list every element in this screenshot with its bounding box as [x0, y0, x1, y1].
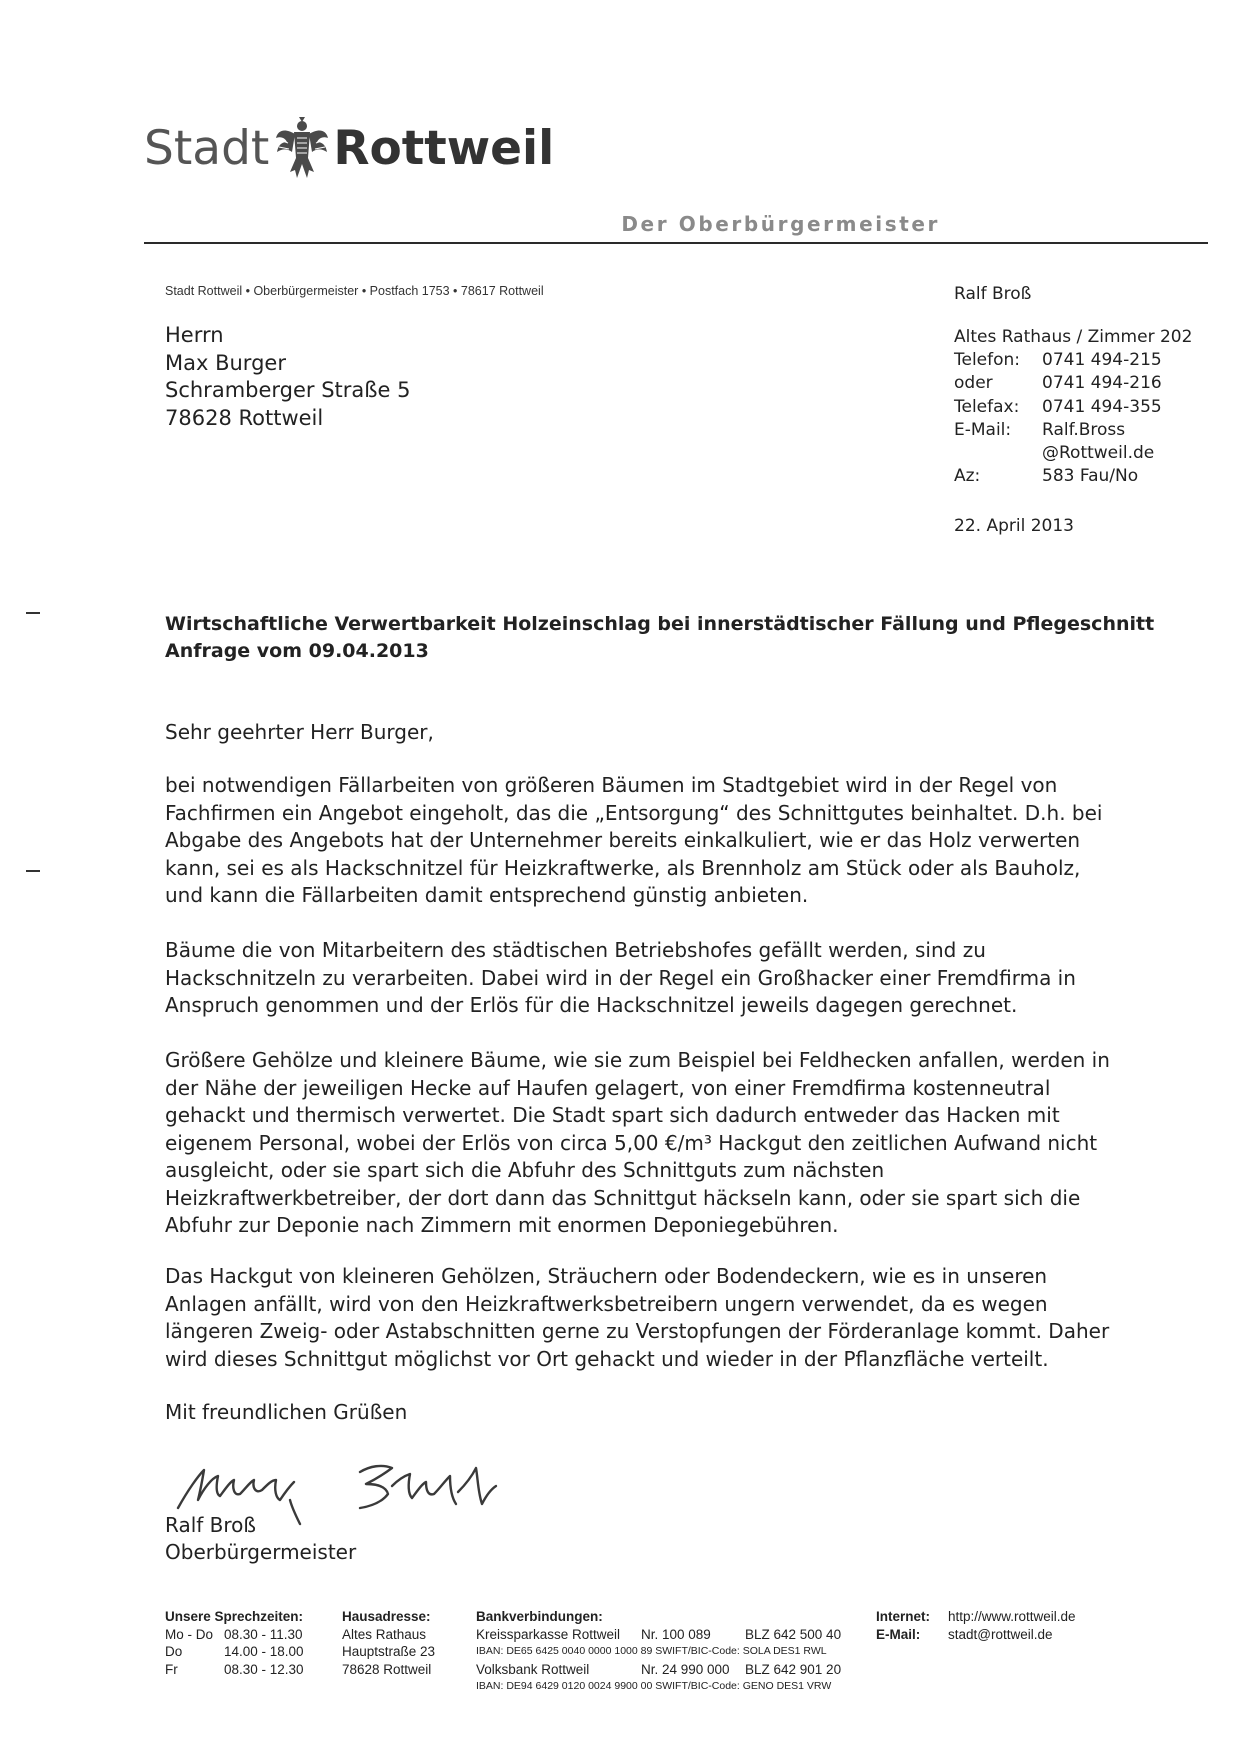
body-line: Größere Gehölze und kleinere Bäume, wie sie zum Beispiel bei Feldhecken anfallen, werden in — [165, 1048, 1110, 1072]
eagle-crest-icon — [275, 116, 329, 180]
subject-line: Anfrage vom 09.04.2013 — [165, 640, 429, 662]
hours-time: 08.30 - 11.30 — [224, 1626, 303, 1642]
contact-row — [954, 419, 1192, 442]
contact-label: Az: — [954, 466, 981, 487]
footer-web-contact — [876, 1608, 1076, 1643]
header-rule — [144, 242, 1208, 244]
bank-row — [476, 1626, 841, 1644]
contact-name: Ralf Broß — [954, 284, 1032, 304]
bank-row — [476, 1661, 841, 1679]
letterhead-logo — [144, 118, 554, 178]
bank-iban: IBAN: DE65 6425 0040 0000 1000 89 SWIFT/BIC-Code: SOLA DES1 RWL — [476, 1645, 827, 1657]
footer-heading: Bankverbindungen: — [476, 1609, 603, 1624]
hours-day: Do — [165, 1644, 183, 1659]
footer-heading: Hausadresse: — [342, 1609, 431, 1624]
logo-text-rottweil: Rottweil — [333, 120, 555, 176]
office-title: Der Oberbürgermeister — [621, 212, 940, 236]
bank-account-number: Nr. 100 089 — [641, 1626, 711, 1642]
contact-value: @Rottweil.de — [1042, 443, 1155, 464]
bank-code: BLZ 642 500 40 — [745, 1626, 842, 1642]
recipient-line: Schramberger Straße 5 — [165, 378, 411, 402]
fold-mark — [26, 612, 40, 614]
recipient-line: Max Burger — [165, 350, 286, 375]
body-line: ausgleicht, oder sie spart sich die Abfuhr des Schnittguts zum nächsten — [165, 1158, 885, 1182]
hours-day: Fr — [165, 1661, 178, 1677]
bank-iban: IBAN: DE94 6429 0120 0024 9900 00 SWIFT/BIC-Code: GENO DES1 VRW — [476, 1680, 832, 1692]
body-line: Das Hackgut von kleineren Gehölzen, Sträuchern oder Bodendeckern, wie es in unseren — [165, 1264, 1048, 1288]
contact-label — [954, 442, 1042, 465]
web-label: E-Mail: — [876, 1626, 921, 1642]
contact-row — [954, 326, 1192, 349]
body-paragraph — [165, 937, 1076, 1020]
contact-row — [954, 396, 1192, 419]
body-paragraph — [165, 1263, 1109, 1373]
body-paragraph — [165, 772, 1102, 910]
contact-row — [954, 442, 1192, 465]
signer-name: Ralf Broß — [165, 1513, 257, 1537]
signer-block — [165, 1512, 356, 1566]
fold-mark — [26, 870, 40, 872]
hours-time: 14.00 - 18.00 — [224, 1644, 304, 1659]
signer-title: Oberbürgermeister — [165, 1540, 357, 1564]
body-line: Heizkraftwerkbetreiber, der dort dann das Schnittgut häckseln kann, oder sie spart sich die — [165, 1185, 1081, 1210]
contact-value: 583 Fau/No — [1042, 466, 1139, 487]
contact-value: Ralf.Bross — [1042, 419, 1126, 440]
body-line: Hackschnitzeln zu verarbeiten. Dabei wird in der Regel ein Großhacker einer Fremdfirma in — [165, 965, 1076, 990]
footer-office-hours — [165, 1608, 304, 1678]
hours-row — [165, 1626, 304, 1644]
body-line: Anspruch genommen und der Erlös für die Hackschnitzel jeweils dagegen gerechnet. — [165, 993, 1018, 1017]
website-link[interactable]: http://www.rottweil.de — [948, 1609, 1076, 1624]
body-line: Bäume die von Mitarbeitern des städtischen Betriebshofes gefällt werden, sind zu — [165, 938, 986, 962]
hours-row — [165, 1643, 304, 1661]
body-line: gehackt und thermisch verwertet. Die Stadt spart sich dadurch entweder das Hacken mit — [165, 1103, 1060, 1127]
contact-label: Altes Rathaus / Zimmer 202 — [954, 327, 1193, 347]
contact-row — [954, 372, 1192, 395]
body-line: Abgabe des Angebots hat der Unternehmer bereits einkalkuliert, wie er das Holz verwerten — [165, 828, 1081, 852]
web-row — [876, 1626, 1076, 1644]
body-line: Anlagen anfällt, wird von den Heizkraftwerksbetreibern ungern verwendet, da es wegen — [165, 1291, 1048, 1316]
recipient-line: 78628 Rottweil — [165, 405, 324, 430]
contact-label: E-Mail: — [954, 419, 1012, 440]
recipient-address — [165, 322, 410, 432]
body-line: kann, sei es als Hackschnitzel für Heizkraftwerke, als Brennholz am Stück oder als Bauholz, — [165, 855, 1081, 880]
bank-name: Kreissparkasse Rottweil — [476, 1626, 621, 1642]
bank-account-number: Nr. 24 990 000 — [641, 1661, 730, 1677]
body-line: der Nähe der jeweiligen Hecke auf Haufen gelagert, von einer Fremdfirma kostenneutral — [165, 1075, 1051, 1100]
contact-value: 0741 494-216 — [1042, 373, 1162, 394]
logo-text-stadt: Stadt — [144, 120, 270, 176]
footer-heading: Unsere Sprechzeiten: — [165, 1609, 304, 1624]
bank-code: BLZ 642 901 20 — [745, 1661, 842, 1677]
body-line: und kann die Fällarbeiten damit entsprechend günstig anbieten. — [165, 883, 809, 907]
contact-block — [954, 326, 1192, 488]
subject-line: Wirtschaftliche Verwertbarkeit Holzeinschlag bei innerstädtischer Fällung und Pflegeschnitt — [165, 613, 1155, 635]
letter-subject — [165, 611, 1154, 665]
contact-label: Telefon: — [954, 350, 1021, 371]
body-line: bei notwendigen Fällarbeiten von größeren Bäumen im Stadtgebiet wird in der Regel von — [165, 773, 1058, 797]
web-row — [876, 1608, 1076, 1626]
body-line: wird dieses Schnittgut möglichst vor Ort gehackt und wieder in der Pflanzfläche verteilt. — [165, 1346, 1049, 1371]
letter-date: 22. April 2013 — [954, 516, 1074, 536]
contact-value: 0741 494-355 — [1042, 396, 1162, 417]
salutation: Sehr geehrter Herr Burger, — [165, 720, 434, 744]
contact-label: Telefax: — [954, 396, 1020, 417]
contact-row — [954, 465, 1192, 488]
closing-greeting: Mit freundlichen Grüßen — [165, 1400, 408, 1424]
web-label: Internet: — [876, 1609, 930, 1624]
body-paragraph — [165, 1047, 1110, 1240]
hours-row — [165, 1661, 304, 1679]
contact-row — [954, 349, 1192, 372]
body-line: Abfuhr zur Deponie nach Zimmern mit enormen Deponiegebühren. — [165, 1213, 839, 1237]
bank-name: Volksbank Rottweil — [476, 1661, 590, 1677]
body-line: längeren Zweig- oder Astabschnitten gerne zu Verstopfungen der Förderanlage kommt. Daher — [165, 1319, 1110, 1343]
body-line: Fachfirmen ein Angebot eingeholt, das die „Entsorgung“ des Schnittgutes beinhaltet. D.h. bei — [165, 800, 1103, 825]
hours-day: Mo - Do — [165, 1626, 214, 1642]
body-line: eigenem Personal, wobei der Erlös von circa 5,00 €/m³ Hackgut den zeitlichen Aufwand nicht — [165, 1130, 1098, 1155]
email-link[interactable]: stadt@rottweil.de — [948, 1626, 1053, 1642]
contact-value: 0741 494-215 — [1042, 350, 1162, 371]
footer-house-address — [342, 1608, 435, 1678]
sender-line: Stadt Rottweil • Oberbürgermeister • Postfach 1753 • 78617 Rottweil — [165, 284, 544, 298]
hours-time: 08.30 - 12.30 — [224, 1661, 304, 1677]
house-line: Altes Rathaus — [342, 1626, 427, 1642]
footer-bank-details — [476, 1608, 841, 1696]
contact-label: oder — [954, 373, 993, 394]
house-line: 78628 Rottweil — [342, 1661, 432, 1677]
house-line: Hauptstraße 23 — [342, 1644, 436, 1659]
recipient-line: Herrn — [165, 323, 224, 347]
